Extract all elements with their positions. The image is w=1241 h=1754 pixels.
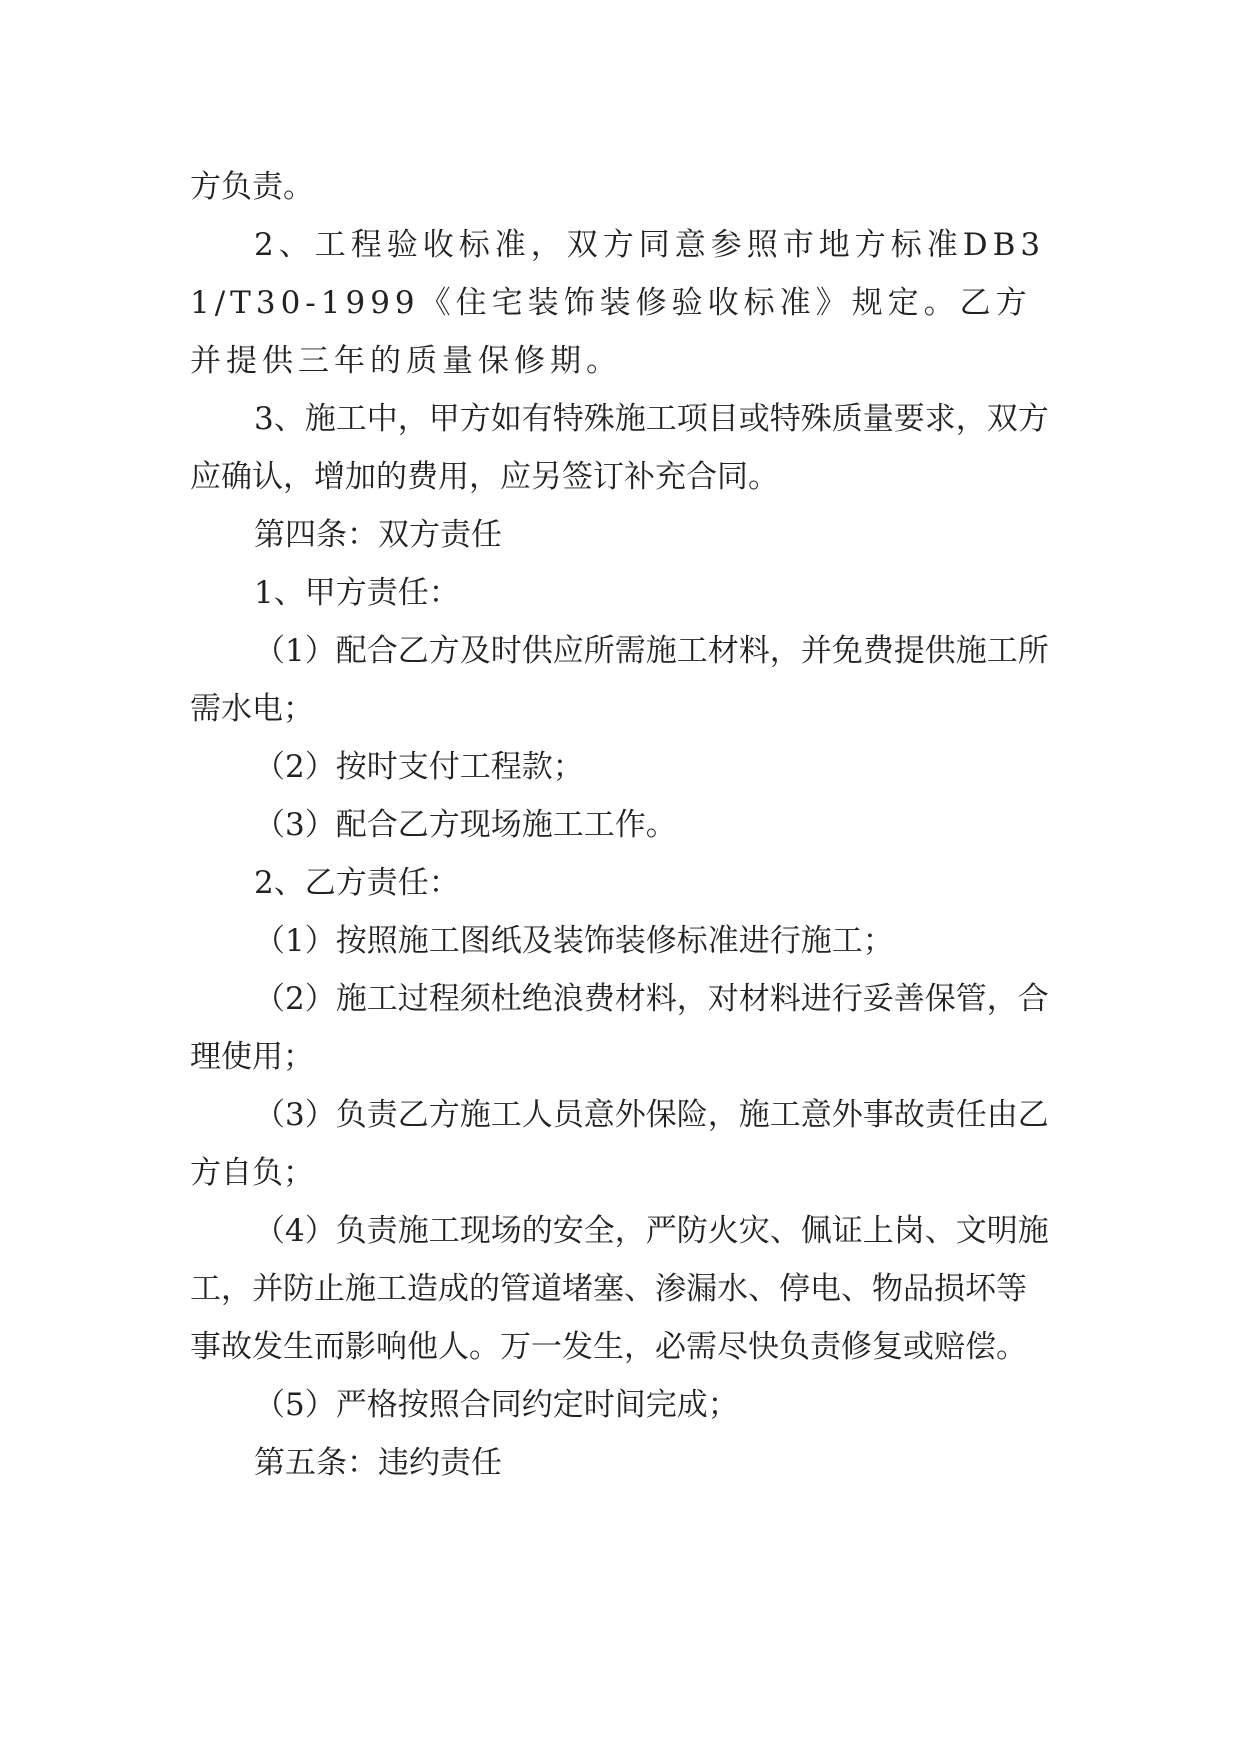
paragraph-special-requirements: 3、施工中，甲方如有特殊施工项目或特殊质量要求，双方应确认，增加的费用，应另签订补充合同。	[190, 401, 1049, 495]
list-item-party-a-3: （3）配合乙方现场施工工作。	[254, 807, 677, 843]
list-item-party-a-2: （2）按时支付工程款；	[254, 749, 584, 785]
subheading-party-a-duties: 1、甲方责任：	[254, 575, 460, 611]
list-item-party-b-3: （3）负责乙方施工人员意外保险，施工意外事故责任由乙方自负；	[190, 1097, 1049, 1191]
paragraph-acceptance-standard: 2、工程验收标准，双方同意参照市地方标准DB31/T30-1999《住宅装饰装修验收标准》规定。乙方并提供三年的质量保修期。	[190, 227, 1046, 379]
list-item-party-b-1: （1）按照施工图纸及装饰装修标准进行施工；	[254, 923, 894, 959]
heading-article-five: 第五条：违约责任	[254, 1445, 502, 1481]
paragraph-continuation: 方负责。	[190, 169, 314, 205]
document-body	[190, 158, 1050, 1492]
heading-article-four: 第四条：双方责任	[254, 517, 502, 553]
list-item-party-b-2: （2）施工过程须杜绝浪费材料，对材料进行妥善保管，合理使用；	[190, 981, 1049, 1075]
list-item-party-a-1: （1）配合乙方及时供应所需施工材料，并免费提供施工所需水电；	[190, 633, 1049, 727]
list-item-party-b-5: （5）严格按照合同约定时间完成；	[254, 1387, 739, 1423]
list-item-party-b-4: （4）负责施工现场的安全，严防火灾、佩证上岗、文明施工，并防止施工造成的管道堵塞、渗漏水、停电、物品损坏等事故发生而影响他人。万一发生，必需尽快负责修复或赔偿。	[190, 1213, 1049, 1365]
subheading-party-b-duties: 2、乙方责任：	[254, 865, 460, 901]
